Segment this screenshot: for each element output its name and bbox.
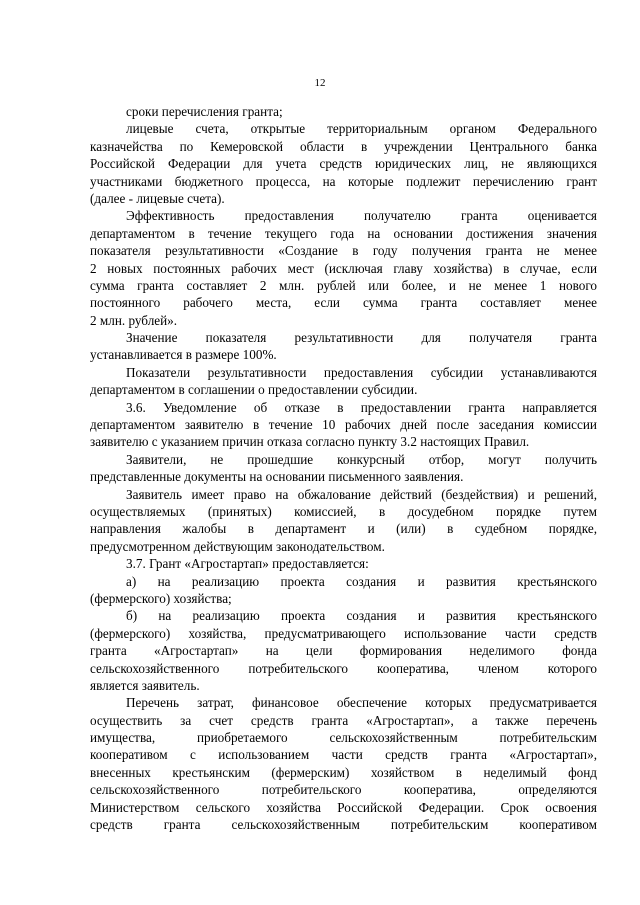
text-line: осуществить за счет средств гранта «Агростартап», а также перечень [90,712,597,728]
text-line: сроки перечисления гранта; [126,104,283,119]
text-line: 2 млн. рублей». [90,312,178,328]
text-line: имущества, приобретаемого сельскохозяйственным потребительским [90,730,597,746]
text-line: Российской Федерации для учета средств юридических лиц, не являющихся [90,156,597,172]
text-line: Перечень затрат, финансовое обеспечение которых предусматривается [126,695,597,711]
text-line: (фермерского) хозяйства; [90,590,232,606]
text-line: (фермерского) хозяйства, предусматривающего использование части средств [90,625,597,641]
text-line: гранта «Агростартап» на цели формирования неделимого фонда [90,643,597,659]
text-line: Показатели результативности предоставления субсидии устанавливаются [126,364,597,380]
text-line: предусмотренном действующим законодательством. [90,538,385,554]
text-line: (далее - лицевые счета). [90,190,225,206]
text-line: Министерством сельского хозяйства Российской Федерации. Срок освоения [90,799,597,815]
text-line: показателя результативности «Создание в году получения гранта не менее [90,243,597,259]
text-line: участниками бюджетного процесса, на которые подлежит перечислению грант [90,173,597,189]
text-line: Эффективность предоставления получателю гранта оценивается [126,208,597,224]
text-line: сельскохозяйственного потребительского кооператива, членом которого [90,660,597,676]
text-line: департаментом заявителю в течение 10 рабочих дней после заседания комиссии [90,417,597,433]
text-line: а) на реализацию проекта создания и развития крестьянского [126,573,597,589]
text-line: постоянного рабочего места, если сумма гранта составляет менее [90,295,597,311]
document-body [90,103,597,833]
text-line: Заявитель имеет право на обжалование действий (бездействия) и решений, [126,486,597,502]
text-line: б) на реализацию проекта создания и развития крестьянского [126,608,597,624]
text-line: устанавливается в размере 100%. [90,347,277,363]
text-line: сумма гранта составляет 2 млн. рублей или более, и не менее 1 нового [90,277,597,293]
text-line: 2 новых постоянных рабочих мест (исключая главу хозяйства) в случае, если [90,260,597,276]
text-line: является заявитель. [90,677,200,693]
text-line: департаментом в соглашении о предоставлении субсидии. [90,382,418,398]
text-line: внесенных крестьянским (фермерским) хозяйством в неделимый фонд [90,764,597,780]
text-line: заявителю с указанием причин отказа согласно пункту 3.2 настоящих Правил. [90,434,530,450]
text-line: лицевые счета, открытые территориальным органом Федерального [126,121,597,137]
text-line: направления жалобы в департамент и (или) в судебном порядке, [90,521,597,537]
text-line: сельскохозяйственного потребительского кооператива, определяются [90,782,597,798]
page-number: 12 [314,77,326,89]
text-line: средств гранта сельскохозяйственным потребительским кооперативом [90,817,597,833]
text-line: департаментом в течение текущего года на основании достижения значения [90,225,597,241]
text-line: Значение показателя результативности для получателя гранта [126,330,597,346]
text-line: Заявители, не прошедшие конкурсный отбор, могут получить [126,451,597,467]
text-line: 3.7. Грант «Агростартап» предоставляется: [126,556,369,572]
text-line: кооперативом с использованием части средств гранта «Агростартап», [90,747,597,763]
text-line: осуществляемых (принятых) комиссией, в досудебном порядке путем [90,503,597,519]
text-line: представленные документы на основании письменного заявления. [90,469,464,485]
text-line: казначейства по Кемеровской области в учреждении Центрального банка [90,138,597,154]
text-line: 3.6. Уведомление об отказе в предоставлении гранта направляется [126,399,597,415]
